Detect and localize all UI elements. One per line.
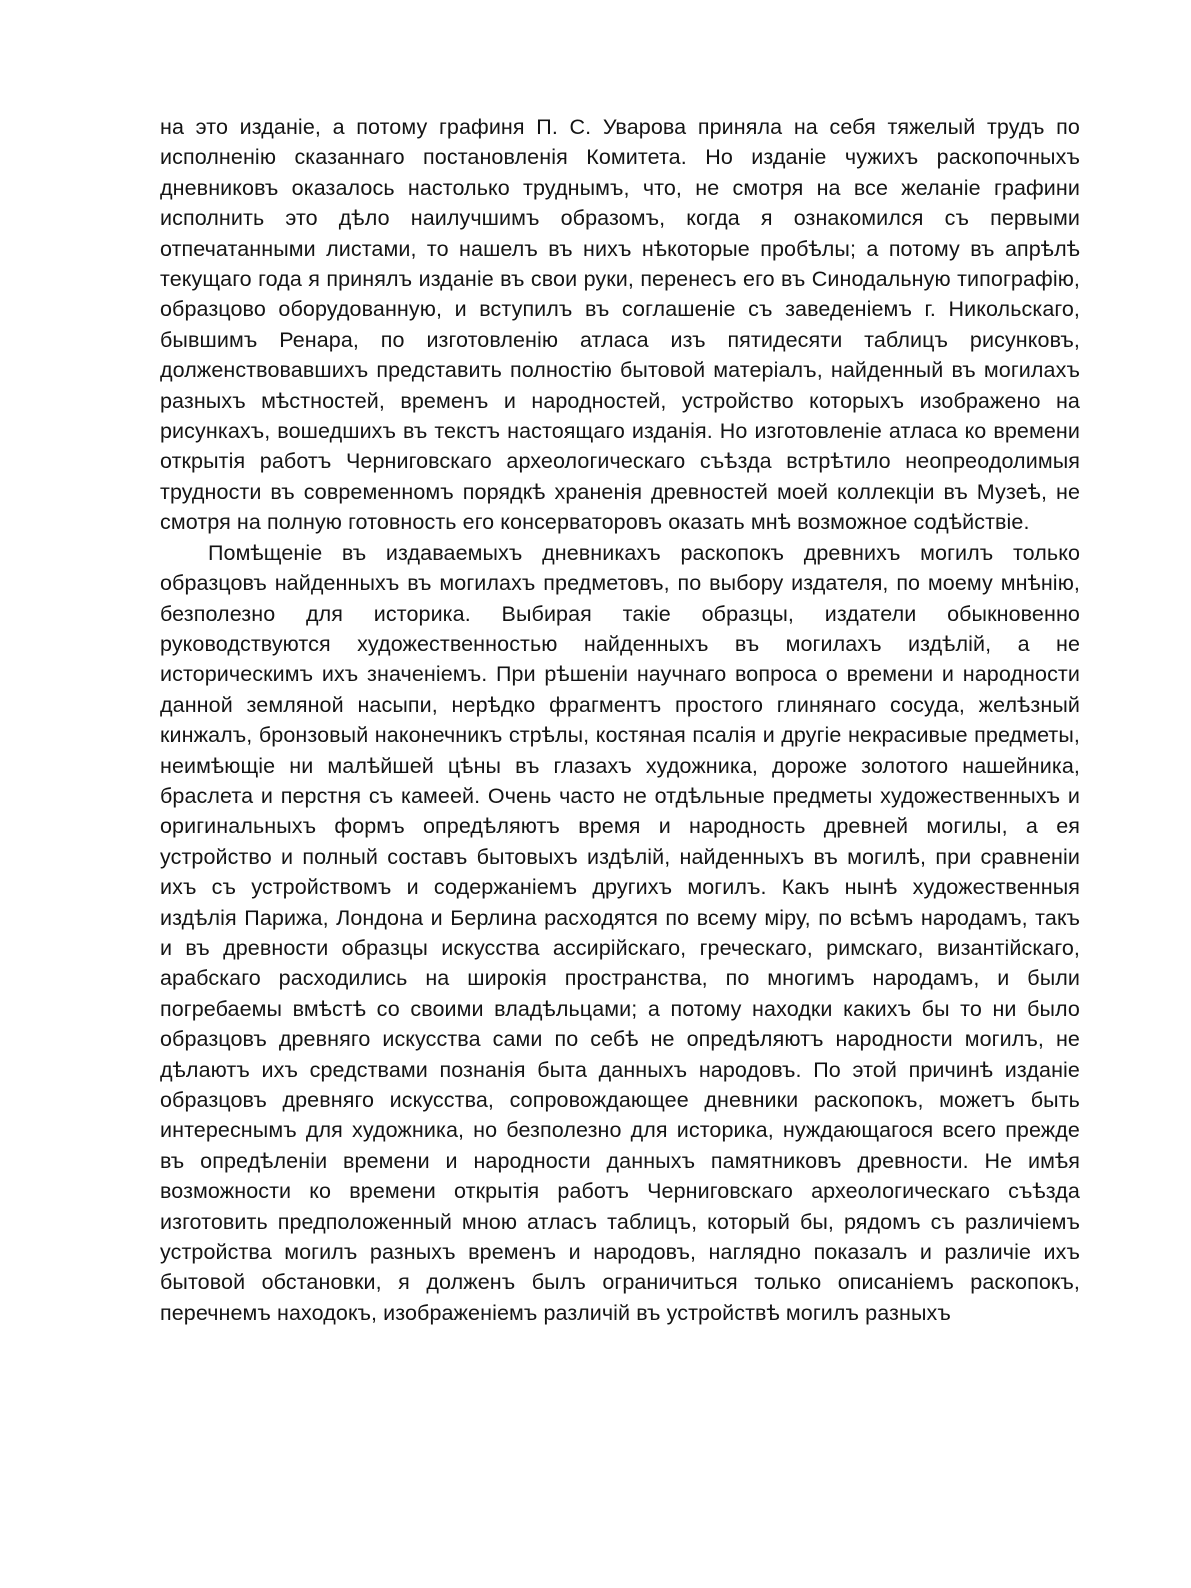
paragraph-2: Помѣщеніе въ издаваемыхъ дневникахъ раскопокъ древнихъ могилъ только образцовъ найденныхъ въ могилахъ предметовъ, по выбору издателя, по моему мнѣнію, безполезно для историка. Выбирая такіе образцы, издатели обыкновенно руководствуются художественностью найденныхъ въ могилахъ издѣлій, а не историческимъ ихъ значеніемъ. При рѣшеніи научнаго вопроса о времени и народности данной земляной насыпи, нерѣдко фрагментъ простого глинянаго сосуда, желѣзный кинжалъ, бронзовый наконечникъ стрѣлы, костяная псалія и другіе некрасивые предметы, неимѣющіе ни малѣйшей цѣны въ глазахъ художника, дороже золотого нашейника, браслета и перстня съ камеей. Очень часто не отдѣльные предметы художественныхъ и оригинальныхъ формъ опредѣляютъ время и народность древней могилы, а ея устройство и полный составъ бытовыхъ издѣлій, найденныхъ въ могилѣ, при сравненіи ихъ съ устройствомъ и содержаніемъ другихъ могилъ. Какъ нынѣ художественныя издѣлія Парижа, Лондона и Берлина расходятся по всему міру, по всѣмъ народамъ, такъ и въ древности образцы искусства ассирійскаго, греческаго, римскаго, византійскаго, арабскаго расходились на широкія пространства, по многимъ народамъ, и были погребаемы вмѣстѣ со своими владѣльцами; а потому находки какихъ бы то ни было образцовъ древняго искусства сами по себѣ не опредѣляютъ народности могилъ, не дѣлаютъ ихъ средствами познанія быта данныхъ народовъ. По этой причинѣ изданіе образцовъ древняго искусства, сопровождающее дневники раскопокъ, можетъ быть интереснымъ для художника, но безполезно для историка, нуждающагося всего прежде въ опредѣленіи времени и народности данныхъ памятниковъ древности. Не имѣя возможности ко времени открытія работъ Черниговскаго археологическаго съѣзда изготовить предположенный мною атласъ таблицъ, который бы, рядомъ съ различіемъ устройства могилъ разныхъ временъ и народовъ, наглядно показалъ и различіе ихъ бытовой обстановки, я долженъ былъ ограничиться только описаніемъ раскопокъ, перечнемъ находокъ, изображеніемъ различій въ устройствѣ могилъ разныхъ xyxy=(160,540,1080,1325)
body-text xyxy=(160,112,1080,1328)
paragraph-1: на это изданіе, а потому графиня П. С. Уварова приняла на себя тяжелый трудъ по исполненію сказаннаго постановленія Комитета. Но изданіе чужихъ раскопочныхъ дневниковъ оказалось настолько труднымъ, что, не смотря на все желаніе графини исполнить это дѣло наилучшимъ образомъ, когда я ознакомился съ первыми отпечатанными листами, то нашелъ въ нихъ нѣкоторые пробѣлы; а потому въ апрѣлѣ текущаго года я принялъ изданіе въ свои руки, перенесъ его въ Синодальную типографію, образцово оборудованную, и вступилъ въ соглашеніе съ заведеніемъ г. Никольскаго, бывшимъ Ренара, по изготовленію атласа изъ пятидесяти таблицъ рисунковъ, долженствовавшихъ представить полностію бытовой матеріалъ, найденный въ могилахъ разныхъ мѣстностей, временъ и народностей, устройство которыхъ изображено на рисункахъ, вошедшихъ въ текстъ настоящаго изданія. Но изготовленіе атласа ко времени открытія работъ Черниговскаго археологическаго съѣзда встрѣтило неопреодолимыя трудности въ современномъ порядкѣ храненія древностей моей коллекціи въ Музеѣ, не смотря на полную готовность его консерваторовъ оказать мнѣ возможное содѣйствіе. xyxy=(160,115,1080,535)
